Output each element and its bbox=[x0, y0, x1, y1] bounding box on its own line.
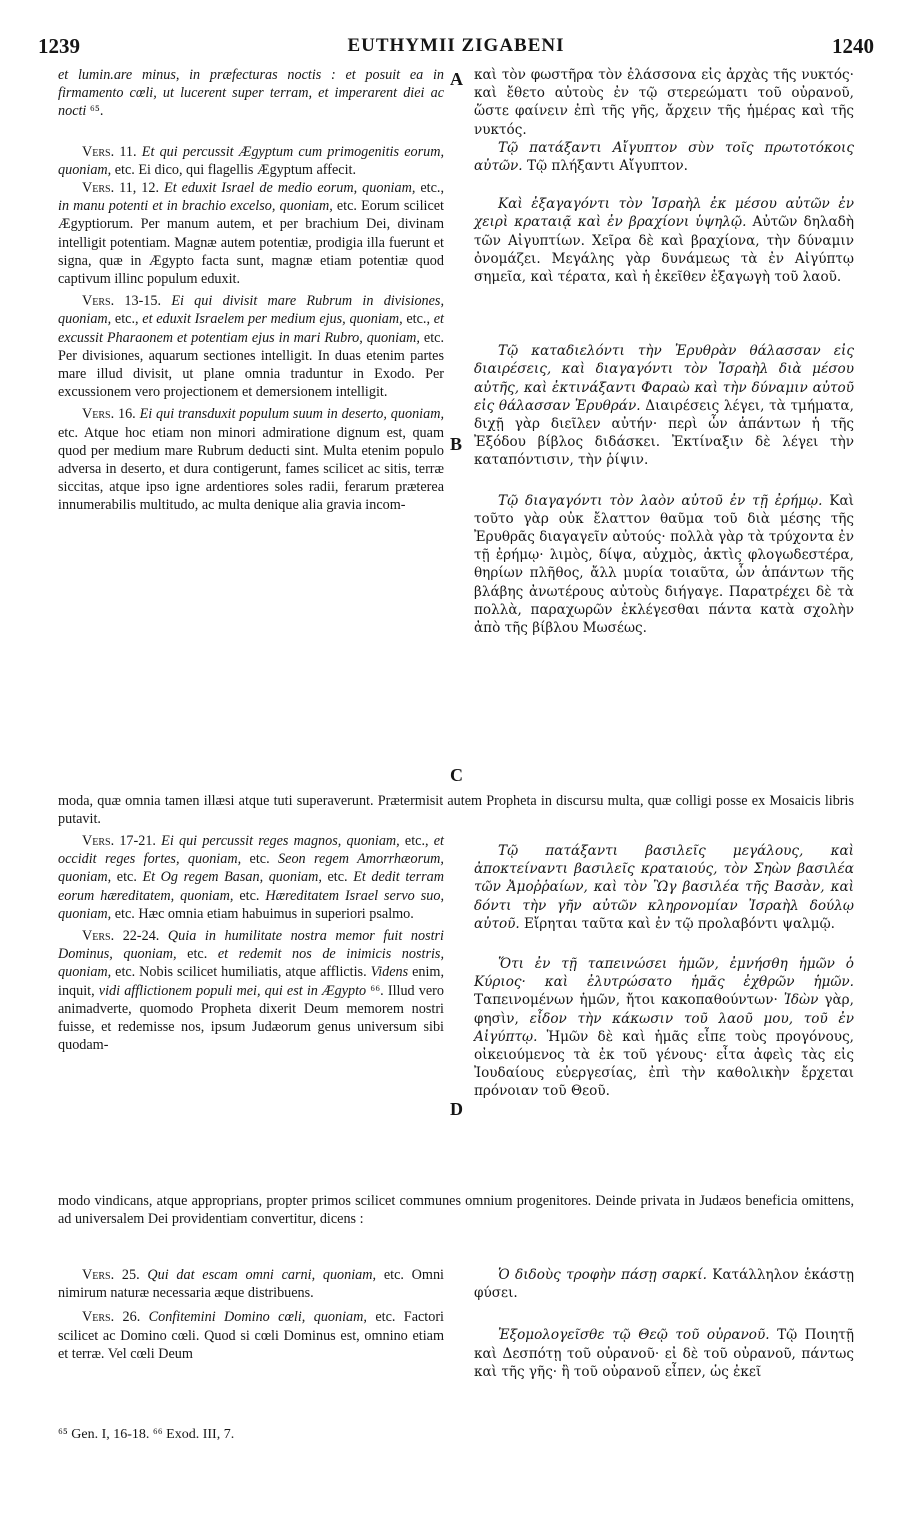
running-title: EUTHYMII ZIGABENI bbox=[347, 35, 565, 56]
latin-paragraph-0: et lumin.are minus, in præfecturas noctis : et posuit ea in firmamento cœli, ut lucerent super terram, et imperarent diei ac nocti ⁶⁵. bbox=[58, 67, 444, 120]
greek-paragraph-4: Τῷ διαγαγόντι τὸν λαὸν αὐτοῦ ἐν τῇ ἐρήμῳ. Καὶ τοῦτο γὰρ οὐκ ἔλαττον θαῦμα τοῦ διὰ μέσης τῆς Ἐρυθρᾶς διαγαγεῖν αὐτούς· πολλὰ γὰρ τὰ τρύχοντα ἐν τῇ ἐρήμῳ· λιμὸς, δίψα, αὐχμὸς, ἀκτὶς φλογωδεστέρα, θηρίων πλῆθος, ἄλλ μυρία τοιαῦτα, ὧν ἁπάντων τῆς βλάβης ἀνωτέρους αὐτοὺς διήγαγε. Παρατρέχει δὲ τὰ πολλὰ, παραχωρῶν ἐκλέγεσθαι πάντα κατὰ σχολὴν ἀπὸ τῆς βίβλου Μωσέως. bbox=[474, 492, 854, 637]
latin-paragraph-3: Vers. 13-15. Ei qui divisit mare Rubrum in divisiones, quoniam, etc., et eduxit Israelem per medium ejus, quoniam, etc., et excussit Pharaonem et potentiam ejus in mari Rubro, quoniam, etc. Per divisiones, aquarum sectiones intelligit. In duas etenim partes mare illud divisit, ut plane omnia traduntur in Exodo. Per excussionem vero projectionem et demersionem intelligit. bbox=[58, 293, 444, 401]
full-width-text-1: moda, quæ omnia tamen illæsi atque tuti superaverunt. Prætermisit autem Propheta in discursu multa, quæ colligi posse ex Mosaicis libris putavit. bbox=[58, 793, 854, 828]
latin-paragraph-8: Vers. 26. Confitemini Domino cœli, quoniam, etc. Factori scilicet ac Domino cœli. Quod si cœli Dominus est, omnino etiam et terræ. Vel cœli Deum bbox=[58, 1309, 444, 1362]
margin-letter-d: D bbox=[450, 1099, 463, 1119]
margin-letter-b: B bbox=[450, 434, 463, 454]
page-header bbox=[0, 0, 912, 58]
greek-paragraph-0: καὶ τὸν φωστῆρα τὸν ἐλάσσονα εἰς ἀρχὰς τῆς νυκτός· καὶ ἔθετο αὐτοὺς ἐν τῷ στερεώματι τοῦ οὐρανοῦ, ὥστε φαίνειν ἐπὶ τῆς γῆς, ἄρχειν τῆς ἡμέρας καὶ τῆς νυκτός. bbox=[474, 67, 854, 138]
greek-column-bottom bbox=[474, 1266, 854, 1381]
footnotes: ⁶⁵ Gen. I, 16-18. ⁶⁶ Exod. III, 7. bbox=[58, 1427, 235, 1442]
latin-paragraph-7: Vers. 25. Qui dat escam omni carni, quoniam, etc. Omni nimirum naturæ necessaria æque distribuens. bbox=[58, 1267, 444, 1302]
page-number-right: 1240 bbox=[832, 34, 874, 58]
latin-column-middle bbox=[58, 832, 444, 1054]
greek-paragraph-6: Ὅτι ἐν τῇ ταπεινώσει ἡμῶν, ἐμνήσθη ἡμῶν ὁ Κύριος· καὶ ἐλυτρώσατο ἡμᾶς ἐχθρῶν ἡμῶν. Ταπεινομένων ἡμῶν, ἤτοι κακοπαθούντων· Ἰδὼν γὰρ, φησὶν, εἶδον τὴν κάκωσιν τοῦ λαοῦ μου, τοῦ ἐν Αἰγύπτῳ. Ἡμῶν δὲ καὶ ἡμᾶς εἶπε τοὺς προγόνους, οἰκειούμενος τὰ ἐκ τοῦ γένους· εἶτα ἀφεὶς τὰς εἰς Ἰουδαίους εὐεργεσίας, ἐπὶ τὴν καθολικὴν ἔρχεται πρόνοιαν τοῦ Θεοῦ. bbox=[474, 956, 854, 1100]
full-width-text-2: modo vindicans, atque approprians, propter primos scilicet communes omnium progenitores. Deinde privata in Judæos beneficia omittens, ad universalem Dei providentiam convertitur, dicens : bbox=[58, 1193, 854, 1228]
greek-paragraph-3: Τῷ καταδιελόντι τὴν Ἐρυθρὰν θάλασσαν εἰς διαιρέσεις, καὶ διαγαγόντι τὸν Ἰσραὴλ διὰ μέσου αὐτῆς, καὶ ἐκτινάξαντι Φαραὼ καὶ τὴν δύναμιν αὐτοῦ εἰς θάλασσαν Ἐρυθράν. Διαιρέσεις λέγει, τὰ τμήματα, διχῇ γὰρ διεῖλεν αὐτήν· περὶ ὧν ἁπάντων ἡ τῆς Ἐξόδου βίβλος διδάσκει. Ἐκτίναξιν δὲ λέγει τὴν καταπόντισιν, τὴν ῥίψιν. bbox=[474, 343, 854, 469]
latin-column-top bbox=[58, 66, 444, 515]
page-number-left: 1239 bbox=[38, 34, 80, 58]
greek-paragraph-7: Ὁ διδοὺς τροφὴν πάσῃ σαρκί. Κατάλληλον ἑκάστῃ φύσει. bbox=[474, 1267, 855, 1302]
greek-paragraph-1: Τῷ πατάξαντι Αἴγυπτον σὺν τοῖς πρωτοτόκοις αὐτῶν. Τῷ πλήξαντι Αἴγυπτον. bbox=[474, 139, 854, 175]
latin-paragraph-1: Vers. 11. Et qui percussit Ægyptum cum primogenitis eorum, quoniam, etc. Ei dico, qui flagellis Ægyptum affecit. bbox=[58, 143, 445, 178]
latin-paragraph-4: Vers. 16. Ei qui transduxit populum suum in deserto, quoniam, etc. Atque hoc etiam non minori admiratione dignum est, quam quod per medium mare Rubrum deducti sint. Multa etenim populo adversa in deserto, et dura contigerunt, fames scilicet ac sitis, terræ siccitas, atque ipso igne ardentiores soles radii, ferarum præterea innumerabilis multitudo, ac multa denique alia gravia incom- bbox=[58, 406, 444, 514]
greek-column-top bbox=[474, 66, 854, 637]
greek-column-middle bbox=[474, 842, 854, 1101]
latin-paragraph-2: Vers. 11, 12. Et eduxit Israel de medio eorum, quoniam, etc., in manu potenti et in brachio excelso, quoniam, etc. Eorum scilicet Ægyptiorum. Per manum autem, et per brachium Dei, divinam intelligit potentiam. Magnæ autem potentiæ, prodigia illa fuerunt et signa, quæ in Ægypto facta sunt, magnæ etiam potentiæ quod captivum illinc populum eduxit. bbox=[58, 180, 444, 288]
margin-letter-c: C bbox=[450, 765, 463, 785]
greek-paragraph-5: Τῷ πατάξαντι βασιλεῖς μεγάλους, καὶ ἀποκτείναντι βασιλεῖς κραταιούς, τὸν Σηὼν βασιλέα τῶν Ἀμοῤῥαίων, καὶ τὸν Ὢγ βασιλέα τῆς Βασὰν, καὶ δόντι τὴν γῆν αὐτῶν κληρονομίαν Ἰσραὴλ δούλῳ αὐτοῦ. Εἴρηται ταῦτα καὶ ἐν τῷ προλαβόντι ψαλμῷ. bbox=[474, 843, 854, 932]
latin-paragraph-5: Vers. 17-21. Ei qui percussit reges magnos, quoniam, etc., et occidit reges fortes, quoniam, etc. Seon regem Amorrhæorum, quoniam, etc. Et Og regem Basan, quoniam, etc. Et dedit terram eorum hæreditatem, quoniam, etc. Hæreditatem Israel servo suo, quoniam, etc. Hæc omnia etiam habuimus in superiori psalmo. bbox=[58, 833, 444, 922]
greek-paragraph-2: Καὶ ἐξαγαγόντι τὸν Ἰσραὴλ ἐκ μέσου αὐτῶν ἐν χειρὶ κραταιᾷ καὶ ἐν βραχίονι ὑψηλῷ. Αὐτῶν δηλαδὴ τῶν Αἰγυπτίων. Χεῖρα δὲ καὶ βραχίονα, τὴν δύναμιν ὀνομάζει. Μεγάλης γὰρ δυνάμεως τὰ ἐν Αἰγύπτῳ σημεῖα, καὶ τέρατα, καὶ ἡ ἐκεῖθεν ἐξαγωγὴ τοῦ λαοῦ. bbox=[474, 196, 854, 286]
latin-paragraph-6: Vers. 22-24. Quia in humilitate nostra memor fuit nostri Dominus, quoniam, etc. et redemit nos de inimicis nostris, quoniam, etc. Nobis scilicet humiliatis, atque afflictis. Videns enim, inquit, vidi afflictionem populi mei, qui est in Ægypto ⁶⁶. Illud vero animadverte, quomodo Propheta dixerit Deum memorem nostri fuisse, et redemisse nos, ipsum Judæorum genus universum sibi quodam- bbox=[58, 928, 444, 1054]
margin-letter-a: A bbox=[450, 69, 463, 89]
latin-column-bottom bbox=[58, 1266, 444, 1363]
greek-paragraph-8: Ἐξομολογεῖσθε τῷ Θεῷ τοῦ οὐρανοῦ. Τῷ Ποιητῇ καὶ Δεσπότῃ τοῦ οὐρανοῦ· εἰ δὲ τοῦ οὐρανοῦ, πάντως καὶ τῆς γῆς· ἢ τοῦ οὐρανοῦ εἶπεν, ὡς ἐκεῖ bbox=[474, 1327, 854, 1380]
